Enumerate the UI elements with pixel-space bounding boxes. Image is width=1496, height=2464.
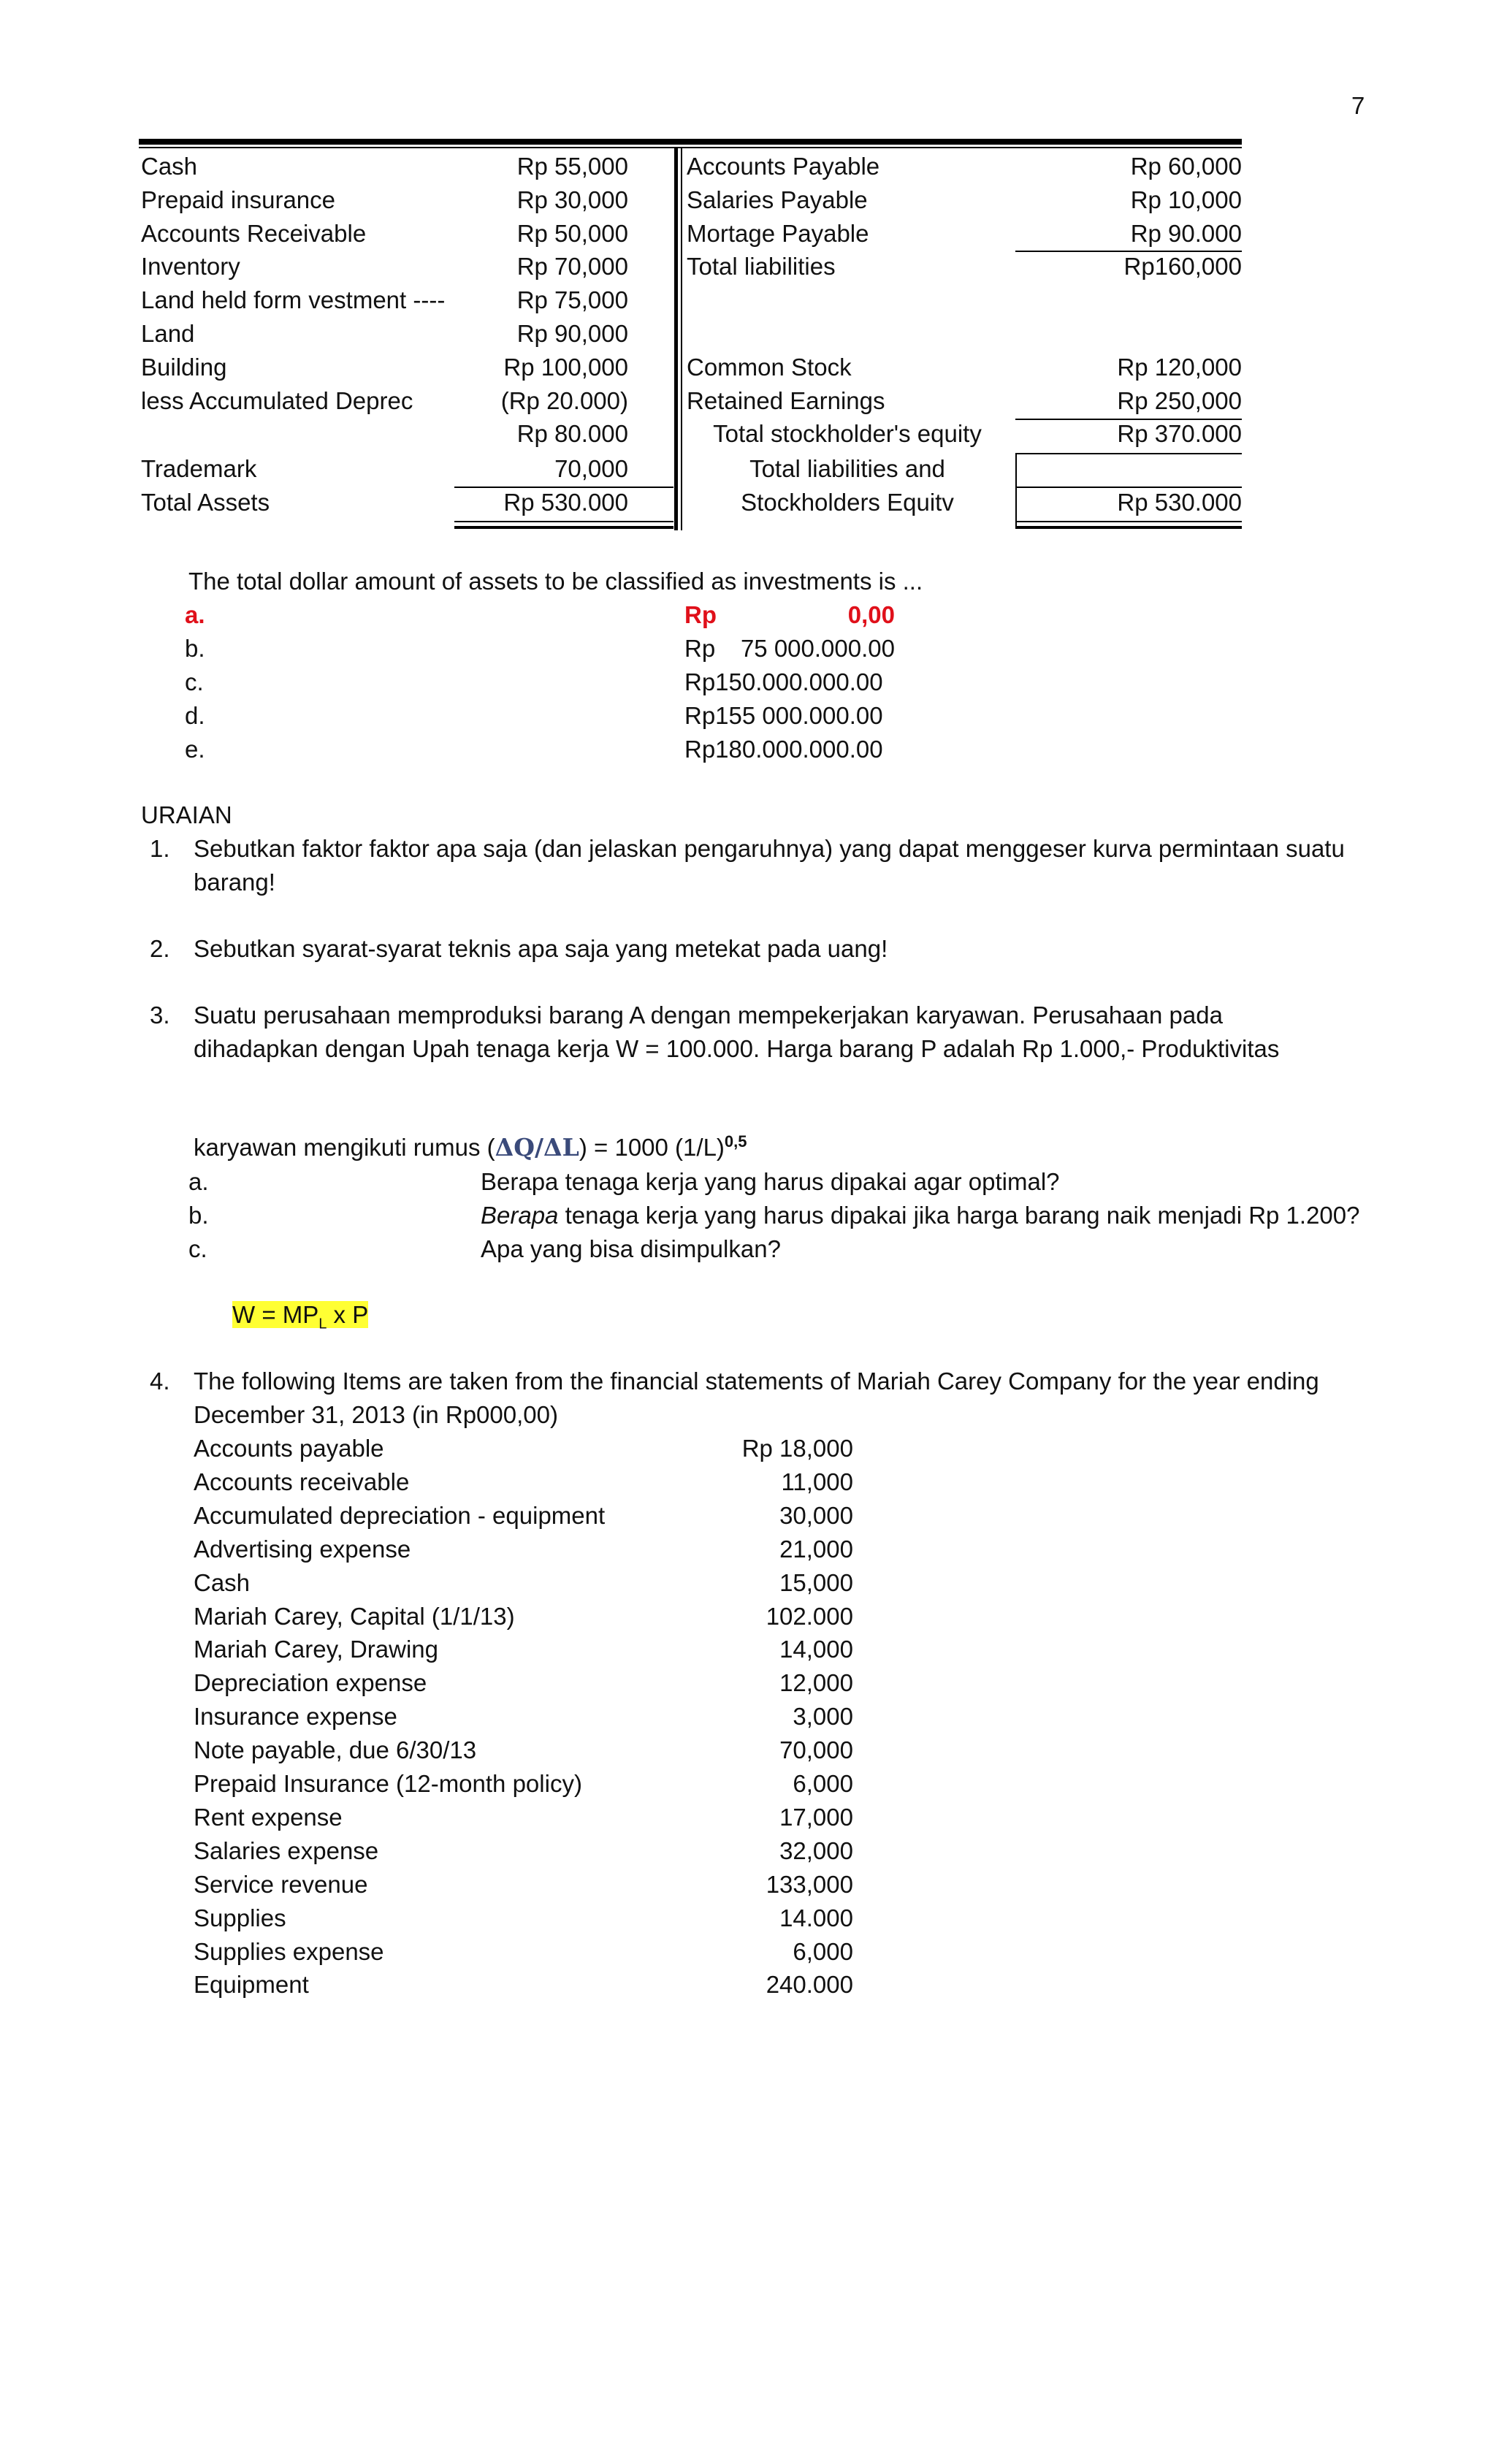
asset-value: Rp 90,000: [516, 320, 628, 347]
q1-number: 1.: [150, 835, 170, 862]
highlight-box: [232, 1301, 369, 1332]
mcq-option-amount: 0,00: [847, 601, 895, 628]
total-le-label-2: Stockholders Equitv: [741, 489, 954, 516]
q4-item-label: Note payable, due 6/30/13: [194, 1736, 477, 1763]
liability-value: Rp 60,000: [1130, 153, 1242, 180]
q3-sub-italic: Berapa: [481, 1202, 559, 1229]
highlighted-formula: [232, 1300, 368, 1339]
q3-sub-letter: a.: [188, 1168, 209, 1195]
q4-item-value: 30,000: [779, 1502, 853, 1529]
le-box-left: [1015, 453, 1017, 526]
asset-value: Rp 30,000: [516, 186, 628, 213]
q4-item-label: Mariah Carey, Capital (1/1/13): [194, 1603, 515, 1630]
q3-formula-exponent: 0,5: [724, 1132, 747, 1151]
asset-label: Prepaid insurance: [141, 186, 335, 213]
rule-total-le-double-1: [1015, 521, 1242, 522]
liability-value: Rp 10,000: [1130, 186, 1242, 213]
q4-item-label: Supplies: [194, 1904, 286, 1931]
q4-item-label: Accumulated depreciation - equipment: [194, 1502, 606, 1529]
q4-item-label: Mariah Carey, Drawing: [194, 1636, 438, 1663]
mcq-option-amount: Rp180.000.000.00: [684, 736, 883, 763]
q4-item-value: 3,000: [793, 1703, 853, 1730]
asset-label: Trademark: [141, 455, 257, 482]
q4-item-value: 14,000: [779, 1636, 853, 1663]
mcq-question: The total dollar amount of assets to be classified as investments is ...: [188, 568, 923, 595]
q4-item-value: 70,000: [779, 1736, 853, 1763]
liability-label: Total liabilities: [687, 253, 836, 280]
q4-item-value: 11,000: [781, 1468, 853, 1495]
q4-item-label: Advertising expense: [194, 1536, 411, 1563]
equity-value: Rp 120,000: [1117, 354, 1242, 381]
hl-post: x P: [327, 1301, 369, 1328]
q3-line1: Suatu perusahaan memproduksi barang A dengan mempekerjakan karyawan. Perusahaan pada: [194, 1002, 1223, 1029]
asset-label: Total Assets: [141, 489, 270, 516]
q4-item-label: Cash: [194, 1569, 251, 1596]
q3-sub-text: [481, 1235, 781, 1264]
mcq-option-amount: Rp150.000.000.00: [684, 668, 883, 695]
q4-item-value: 32,000: [779, 1837, 853, 1864]
q4-item-label: Equipment: [194, 1971, 309, 1998]
q4-item-value: 21,000: [779, 1536, 853, 1563]
q4-number: 4.: [150, 1368, 170, 1395]
liability-label: Accounts Payable: [687, 153, 880, 180]
mcq-option-letter: c.: [185, 668, 204, 695]
q2-number: 2.: [150, 935, 170, 962]
asset-label: Building: [141, 354, 227, 381]
asset-value: (Rp 20.000): [500, 387, 628, 414]
rule-under-equity: [1015, 453, 1242, 454]
q4-line1: The following Items are taken from the financial statements of Mariah Carey Company for the year ending: [194, 1368, 1319, 1395]
asset-label: Cash: [141, 153, 198, 180]
q4-item-value: 6,000: [793, 1770, 853, 1797]
hl-sub: L: [318, 1316, 327, 1332]
q4-item-label: Prepaid Insurance (12-month policy): [194, 1770, 582, 1797]
equity-value: Rp 250,000: [1117, 387, 1242, 414]
q4-item-label: Depreciation expense: [194, 1669, 427, 1696]
balance-sheet-top-rule: [139, 139, 1242, 145]
mcq-option-currency: Rp: [684, 601, 717, 628]
mcq-option-letter: d.: [185, 702, 205, 729]
hl-pre: W = MP: [232, 1301, 319, 1328]
rule-total-le-double-2: [1015, 526, 1242, 529]
asset-value: 70,000: [554, 455, 628, 482]
asset-value: Rp 100,000: [503, 354, 628, 381]
liability-label: Salaries Payable: [687, 186, 868, 213]
asset-label: Accounts Receivable: [141, 220, 367, 247]
q3-sub-body: Berapa tenaga kerja yang harus dipakai agar optimal?: [481, 1168, 1060, 1195]
rule-under-trademark: [454, 487, 673, 488]
rule-total-assets-double-2: [454, 526, 673, 529]
balance-sheet-divider-thin: [681, 148, 682, 530]
total-le-value: Rp 530.000: [1117, 489, 1242, 516]
q3-sub-letter: c.: [188, 1235, 207, 1262]
mcq-option-amount: Rp155 000.000.00: [684, 702, 883, 729]
asset-label: Inventory: [141, 253, 240, 280]
total-le-label-1: Total liabilities and: [749, 455, 945, 482]
asset-value: Rp 55,000: [516, 153, 628, 180]
q1-line2: barang!: [194, 869, 275, 896]
equity-label: Retained Earnings: [687, 387, 885, 414]
q3-sub-body: Apa yang bisa disimpulkan?: [481, 1235, 781, 1262]
q4-item-label: Supplies expense: [194, 1938, 384, 1965]
asset-label: less Accumulated Deprec: [141, 387, 413, 414]
balance-sheet-divider: [674, 148, 678, 530]
asset-value: Rp 75,000: [516, 286, 628, 313]
q4-item-value: 15,000: [779, 1569, 853, 1596]
q3-line2: dihadapkan dengan Upah tenaga kerja W = 100.000. Harga barang P adalah Rp 1.000,- Produktivitas: [194, 1035, 1280, 1062]
mcq-option-letter: e.: [185, 736, 205, 763]
mcq-option-currency: Rp: [684, 635, 716, 662]
mcq-option-letter: b.: [185, 635, 205, 662]
q4-item-value: 102.000: [766, 1603, 853, 1630]
asset-label: Land held form vestment ----: [141, 286, 446, 313]
equity-value: Rp 370.000: [1117, 420, 1242, 447]
liability-value: Rp160,000: [1123, 253, 1242, 280]
equity-label: Common Stock: [687, 354, 852, 381]
balance-sheet-top-rule-thin: [139, 147, 1242, 148]
q3-sub-body: tenaga kerja yang harus dipakai jika harga barang naik menjadi Rp 1.200?: [558, 1202, 1360, 1229]
rule-total-assets-double-1: [454, 521, 673, 522]
q4-item-label: Rent expense: [194, 1804, 343, 1831]
asset-value: Rp 50,000: [516, 220, 628, 247]
q4-item-label: Accounts receivable: [194, 1468, 410, 1495]
q4-line2: December 31, 2013 (in Rp000,00): [194, 1401, 558, 1428]
q3-formula-fraction: ΔQ/ΔL: [495, 1133, 579, 1162]
q3-formula: [194, 1127, 747, 1162]
q4-item-value: 17,000: [779, 1804, 853, 1831]
asset-label: Land: [141, 320, 195, 347]
q3-formula-mid: ) = 1000 (1/L): [579, 1134, 725, 1161]
q4-item-label: Insurance expense: [194, 1703, 397, 1730]
q3-formula-prefix: karyawan mengikuti rumus (: [194, 1134, 495, 1161]
asset-value: Rp 530.000: [503, 489, 628, 516]
liability-value: Rp 90.000: [1130, 220, 1242, 247]
q4-item-label: Salaries expense: [194, 1837, 379, 1864]
q4-item-value: 14.000: [779, 1904, 853, 1931]
q3-sub-text: [481, 1167, 1060, 1197]
rule-under-retained: [1015, 419, 1242, 420]
q4-item-value: 240.000: [766, 1971, 853, 1998]
rule-under-mortgage: [1015, 251, 1242, 252]
q3-number: 3.: [150, 1002, 170, 1029]
asset-value: Rp 70,000: [516, 253, 628, 280]
q2-text: Sebutkan syarat-syarat teknis apa saja yang metekat pada uang!: [194, 935, 888, 962]
equity-label: Total stockholder's equity: [713, 420, 982, 447]
uraian-heading: URAIAN: [141, 801, 232, 828]
mcq-option-amount: 75 000.000.00: [740, 635, 895, 662]
q3-sub-letter: b.: [188, 1202, 209, 1229]
q4-item-value: Rp 18,000: [741, 1435, 853, 1462]
q4-item-value: 6,000: [793, 1938, 853, 1965]
liability-label: Mortage Payable: [687, 220, 869, 247]
asset-value: Rp 80.000: [516, 420, 628, 447]
page-number: 7: [1351, 92, 1365, 119]
q4-item-value: 12,000: [779, 1669, 853, 1696]
mcq-option-letter: a.: [185, 601, 205, 628]
q4-item-label: Service revenue: [194, 1871, 368, 1898]
q1-line1: Sebutkan faktor faktor apa saja (dan jelaskan pengaruhnya) yang dapat menggeser kurva permintaan suatu: [194, 835, 1345, 862]
q4-item-label: Accounts payable: [194, 1435, 384, 1462]
q3-sub-text: [481, 1201, 1359, 1230]
q4-item-value: 133,000: [766, 1871, 853, 1898]
